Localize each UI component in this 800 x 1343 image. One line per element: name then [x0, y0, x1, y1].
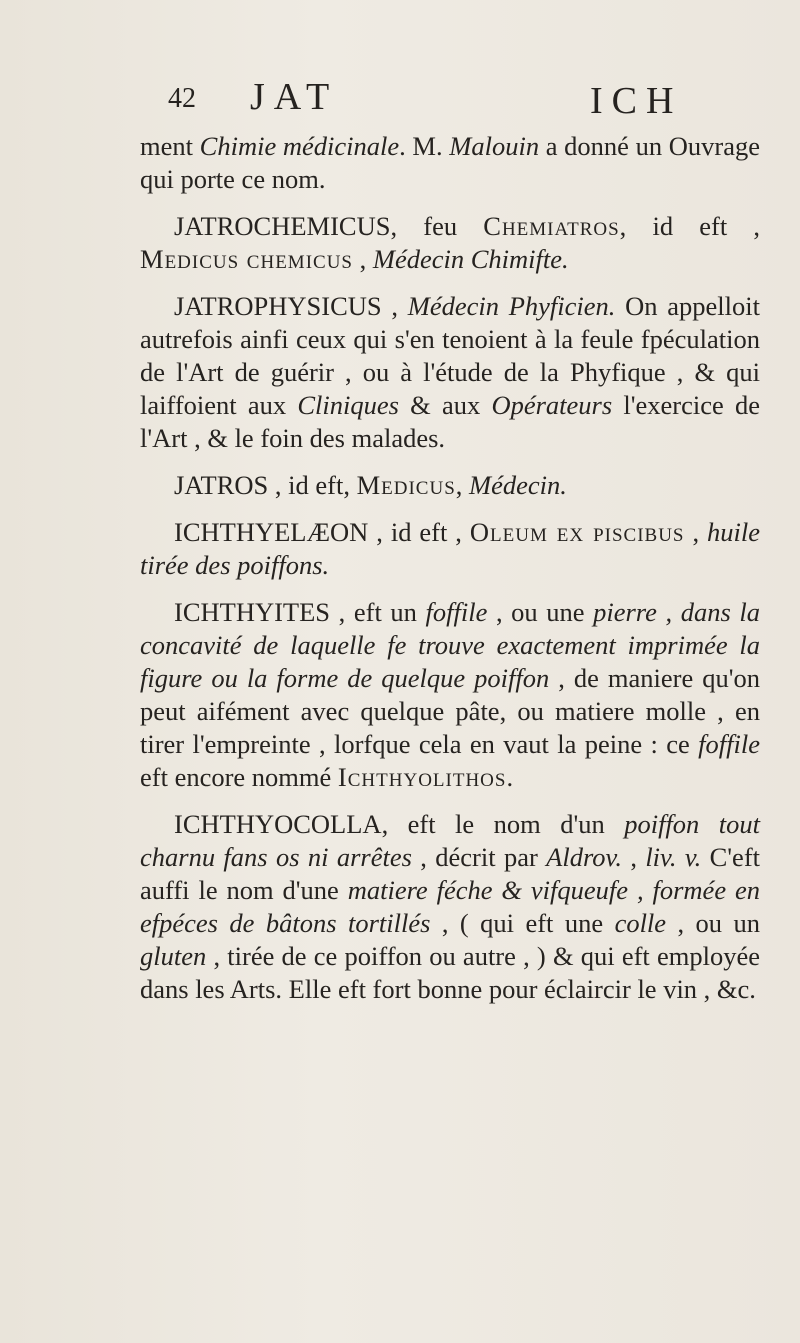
entry-text-segment: . M. — [399, 131, 450, 161]
entry-headword: ICHTHYITES — [174, 597, 331, 627]
entry-text-segment: , — [621, 842, 646, 872]
entry-text-segment: , ou un — [666, 908, 760, 938]
entry-text-segment: Médecin Phyficien. — [407, 291, 616, 321]
entry-ichthyelaeon — [140, 516, 760, 582]
entry-text-segment: & aux — [398, 390, 492, 420]
entry-text-segment: Cliniques — [297, 390, 399, 420]
entry-text-segment: , tirée de ce poiffon ou autre , ) & qui eft employée dans les Arts. Elle eft fort bonne pour éclaircir le vin , &c. — [140, 941, 760, 1004]
entry-text-segment: , id eft, — [268, 470, 357, 500]
entry-ichthyocolla — [140, 808, 760, 1006]
entry-text-segment: Opérateurs — [491, 390, 613, 420]
running-header — [0, 75, 800, 125]
entry-text-segment: , eft le nom d'un — [381, 809, 625, 839]
entry-headword: ICHTHYELÆON — [174, 517, 369, 547]
entry-text-segment: Malouin — [449, 131, 540, 161]
header-right-guideword: ICH — [590, 80, 683, 122]
entry-jatrophysicus — [140, 290, 760, 455]
entry-text-segment: , — [455, 470, 470, 500]
entry-text-segment: , de maniere qu'on peut aifément avec quelque pâte, ou matiere molle , en tirer l'empreinte , lorfque cela en vaut la peine : ce — [140, 663, 760, 759]
entry-text-segment: , — [381, 291, 408, 321]
header-left-guideword: JAT — [250, 76, 339, 118]
entry-text-segment: Medicus chemicus — [140, 244, 353, 274]
entry-text-segment: huile tirée des poiffons. — [140, 517, 761, 580]
entry-jatros — [140, 469, 760, 502]
entry-headword: JATROPHYSICUS — [174, 291, 382, 321]
entry-text-segment: , — [684, 517, 708, 547]
entry-headword: ICHTHYOCOLLA — [174, 809, 382, 839]
entry-text-segment: Aldrov. — [546, 842, 622, 872]
entry-text-segment: Médecin. — [469, 470, 567, 500]
entry-text-segment: a donné un Ouvrage qui porte ce nom. — [140, 131, 760, 194]
entry-text-segment: , — [353, 244, 373, 274]
entry-text-segment: Ichthyolithos. — [337, 762, 515, 792]
entry-text-segment: Chimie médicinale — [199, 131, 400, 161]
entry-jatrochemicus — [140, 210, 760, 276]
entry-ichthyites — [140, 596, 760, 794]
entry-text-segment: Médecin Chimifte. — [372, 244, 569, 274]
entry-text-segment: , ( qui eft une — [430, 908, 615, 938]
entry-text-segment: , id eft , — [368, 517, 470, 547]
entry-text-segment: liv. v. — [645, 842, 702, 872]
entry-text-segment: , eft un — [330, 597, 426, 627]
entry-text-segment: eft encore nommé — [140, 762, 338, 792]
entry-text-segment: matiere féche & vifqueufe , formée en efpéces de bâtons tortillés — [140, 875, 760, 938]
entry-headword: JATROS — [174, 470, 269, 500]
entry-continuation — [140, 130, 760, 196]
entry-text-segment: poiffon tout charnu fans os ni arrêtes — [140, 809, 760, 872]
entry-text-segment: ment — [140, 131, 200, 161]
entry-text-segment: , ou une — [487, 597, 594, 627]
entry-text-segment: , id eft , — [619, 211, 760, 241]
page-number: 42 — [168, 83, 196, 114]
entry-text-segment: Medicus — [356, 470, 456, 500]
entry-text-segment: Chemiatros — [483, 211, 620, 241]
entry-text-segment: foffile — [698, 729, 760, 759]
entry-text-segment: On appelloit autrefois ainfi ceux qui s'en tenoient à la feule fpéculation de l'Art de guérir , ou à l'étude de la Phyfique , & qui laiffoient aux — [140, 291, 760, 420]
entry-text-segment: , décrit par — [411, 842, 547, 872]
entry-text-segment: gluten — [140, 941, 207, 971]
dictionary-text — [140, 130, 760, 1020]
entry-text-segment: foffile — [425, 597, 488, 627]
entry-text-segment: colle — [614, 908, 667, 938]
entry-text-segment: Oleum ex piscibus — [469, 517, 685, 547]
entry-text-segment: , feu — [390, 211, 484, 241]
entry-text-segment: pierre , dans la concavité de laquelle fe trouve exactement imprimée la figure ou la forme de quelque poiffon — [140, 597, 760, 693]
entry-headword: JATROCHEMICUS — [174, 211, 391, 241]
entry-text-segment: l'exercice de l'Art , & le foin des malades. — [140, 390, 760, 453]
entry-text-segment: C'eft auffi le nom d'une — [140, 842, 761, 905]
